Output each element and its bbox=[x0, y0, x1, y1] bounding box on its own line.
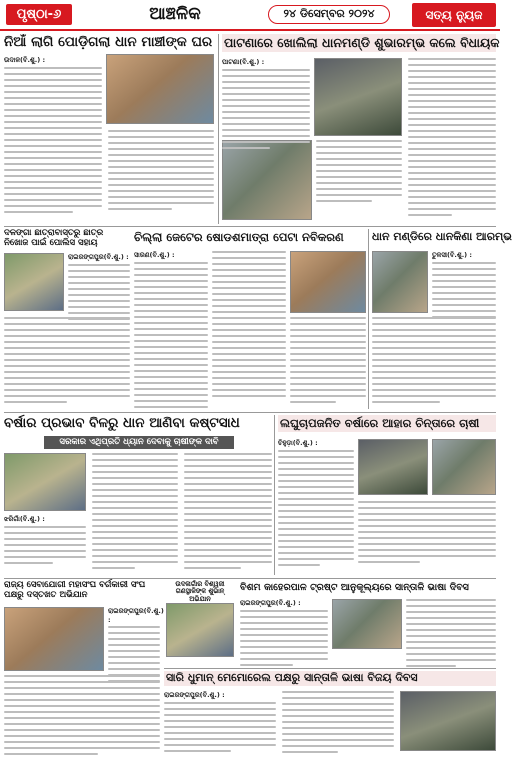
story-fire-headline: ନିଆଁ ଲାଗି ପୋଡ଼ିଗଲା ଧାନ ମାଞ୍ଚୀଙ୍କ ଘର bbox=[4, 34, 213, 50]
story-sewa-dateline: ରାଇରଙ୍ଗପୁର(ବି.ଶୁ.) : bbox=[108, 607, 164, 624]
story-rain-dateline: ଝରିଗାଁ(ବି.ଶୁ.) : bbox=[4, 515, 45, 523]
brand-logo: ସତ୍ୟ ନ୍ୟୁଜ bbox=[412, 3, 496, 27]
story-fair-headline: ଚିଲ୍ଲା ଜେଟେର ଷୋଡଶମାତ୍ରା ପେଟା ନବିକରଣ bbox=[134, 230, 344, 244]
story-santali-1 bbox=[240, 581, 496, 667]
section-title: ଆଞ୍ଚଳିକ bbox=[149, 4, 201, 24]
mini-box-line1: ଉଦଳାଗାଁର ବିଶ୍ୱଜୀ bbox=[175, 580, 225, 588]
story-santali-2-body bbox=[164, 691, 496, 755]
story-procurement bbox=[372, 229, 512, 409]
story-santali-1-headline: ବିଶମ କାହେରପାଳ ଟ୍ରଷ୍ଟ ଆନୁକୂଲ୍ୟରେ ସାନ୍ତାଳି ଭାଷା ଦିବସ bbox=[240, 582, 469, 593]
story-farmer-body bbox=[278, 439, 496, 575]
story-procurement-headline: ଧାନ ମଣ୍ଡିରେ ଧାନକିଣା ଆରମ୍ଭ bbox=[372, 230, 512, 243]
story-farmer-headline: ଲଘୁଚାପଜନିତ ବର୍ଷାରେ ଆହାର ଚିନ୍ତାରେ ଚାଷୀ bbox=[278, 415, 496, 432]
story-dhanmandi-body bbox=[222, 58, 496, 224]
story-sewa-body bbox=[4, 607, 164, 755]
story-santali-1-dateline: ରାଇରଙ୍ଗପୁର(ବି.ଶୁ.) : bbox=[240, 599, 301, 607]
story-santali-2-headline: ସାରି ଧୁମାନ୍ ମେମୋରେଲ ପକ୍ଷରୁ ସାନ୍ତାଳି ଭାଷା ବିଜୟ ଦିବସ bbox=[164, 671, 496, 686]
story-hostel-body bbox=[4, 253, 130, 409]
story-fair-dateline: ସାରଣ(ବି.ଶୁ.) : bbox=[134, 251, 175, 259]
story-mini-box bbox=[164, 581, 236, 661]
date-badge: ୨୪ ଡିସେମ୍ବର ୨୦୨୪ bbox=[268, 5, 390, 24]
story-rain bbox=[4, 415, 272, 575]
story-santali-1-body bbox=[240, 599, 496, 667]
story-fire-body bbox=[4, 56, 216, 224]
story-santali-2-dateline: ରାଇରଙ୍ଗପୁର(ବି.ଶୁ.) : bbox=[164, 691, 225, 699]
page-number-badge: ପୃଷ୍ଠା-୬ bbox=[6, 4, 72, 25]
story-farmer bbox=[278, 415, 496, 575]
story-hostel bbox=[4, 229, 130, 409]
masthead-rule bbox=[0, 29, 500, 31]
story-hostel-dateline: ରାଇରଙ୍ଗପୁର(ବି.ଶୁ.) : bbox=[68, 253, 129, 261]
story-procurement-body bbox=[372, 251, 496, 409]
story-fire bbox=[4, 34, 216, 224]
story-dhanmandi-headline: ପାଟଣାରେ ଖୋଲିଲା ଧାନମଣ୍ଡି ଶୁଭାରମ୍ଭ କଲେ ବିଧାୟକ bbox=[222, 34, 496, 52]
masthead bbox=[0, 0, 500, 30]
story-sewa bbox=[4, 580, 164, 755]
story-hostel-headline: ଦଳଙ୍ଗା ଛାତ୍ରାବାସ୍ତରୁ ଛାତ୍ର ନିଖୋଜ ପାଇଁ ପୋଲିସ ସହାୟ bbox=[4, 228, 104, 248]
story-sewa-headline: ରାଜ୍ୟ ସେବାଯୋଗୀ ମହାସଂଘ ବର୍ଗକାରୀ ସଂଘ ପକ୍ଷରୁ ଦସ୍ତଖତ ଅଭିଯାନ bbox=[4, 580, 146, 600]
story-santali-2 bbox=[164, 671, 496, 755]
story-fair bbox=[134, 229, 366, 409]
story-fair-body bbox=[134, 251, 366, 409]
story-dhanmandi-dateline: ପାଟଣା(ବି.ଶୁ.) : bbox=[222, 58, 265, 66]
mini-box-line2: ଗଣସ୍ଥାଳିଙ୍କ ଶୁଭାନ୍ ଅଭିଯାନ bbox=[175, 587, 225, 603]
story-rain-subhead: ସରକାର ଏଥିପ୍ରତି ଧ୍ୟାନ ଦେବାକୁ ଚାଷୀଙ୍କ ଦାବି bbox=[44, 436, 234, 449]
story-rain-headline: ବର୍ଷାର ପ୍ରଭାବ ବିଳରୁ ଧାନ ଆଣିବା କଷ୍ଟସାଧ bbox=[4, 415, 240, 431]
story-procurement-dateline: ତୁଳସୀ(ବି.ଶୁ.) : bbox=[432, 251, 472, 259]
story-dhanmandi bbox=[222, 34, 500, 224]
story-fire-dateline: ଉଦାଳ(ବି.ଶୁ.) : bbox=[4, 56, 46, 64]
story-farmer-dateline: ଚିହୁଡ଼ା(ବି.ଶୁ.) : bbox=[278, 439, 318, 447]
story-rain-body bbox=[4, 453, 272, 575]
mini-box-photo bbox=[166, 603, 234, 657]
